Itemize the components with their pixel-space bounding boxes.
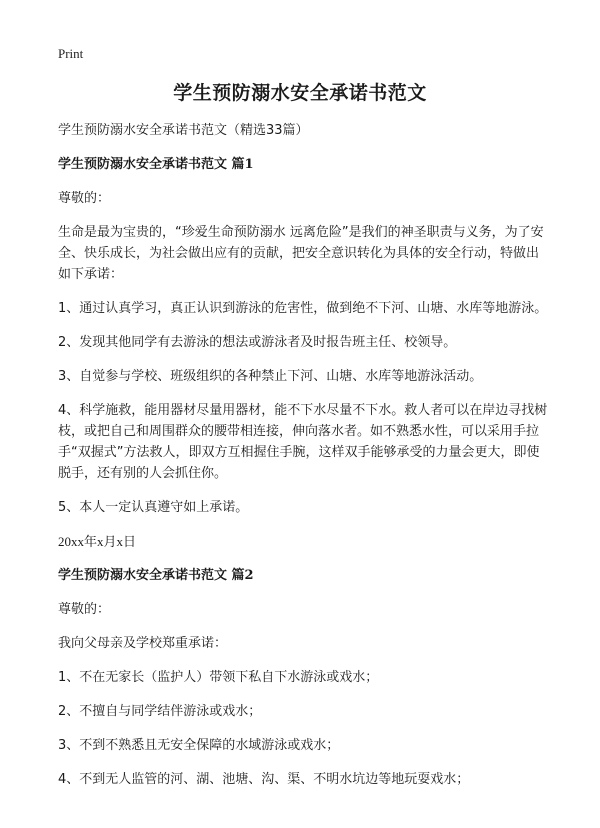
section-2: [58, 565, 548, 790]
pledge-item-1: 1、通过认真学习，真正认识到游泳的危害性，做到绝不下河、山塘、水库等地游泳。: [58, 301, 548, 316]
pledge-item-2: 2、不擅自与同学结伴游泳或戏水；: [58, 704, 262, 719]
section-1: [58, 154, 548, 552]
pledge-item-2: 2、发现其他同学有去游泳的想法或游泳者及时报告班主任、校领导。: [58, 335, 457, 350]
document-title: 学生预防溺水安全承诺书范文: [173, 82, 427, 104]
pledge-item-5: 5、本人一定认真遵守如上承诺。: [58, 500, 249, 515]
pledge-item-1: 1、不在无家长（监护人）带领下私自下水游泳或戏水；: [58, 670, 379, 685]
print-link[interactable]: Print: [58, 46, 84, 61]
section-heading: 学生预防溺水安全承诺书范文 篇2: [58, 568, 254, 583]
salutation: 尊敬的：: [58, 191, 111, 206]
pledge-item-4: 4、科学施救，能用器材尽量用器材，能不下水尽量不下水。救人者可以在岸边寻找树枝，或把自己和周围群众的腰带相连接，伸向落水者。如不熟悉水性，可以采用手拉手“双握式”方法救人，即双方互相握住手腕，这样双手能够承受的力量会更大，即使脱手，还有别的人会抓住你。: [58, 403, 548, 481]
intro-paragraph: 我向父母亲及学校郑重承诺：: [58, 636, 228, 651]
document-body: [58, 120, 548, 803]
section-heading: 学生预防溺水安全承诺书范文 篇1: [58, 157, 254, 172]
date-line: 20xx年x月x日: [58, 534, 137, 549]
document-subtitle: 学生预防溺水安全承诺书范文（精选33篇）: [58, 123, 309, 138]
intro-paragraph: 生命是最为宝贵的，“珍爱生命预防溺水 远离危险”是我们的神圣职责与义务，为了安全、快乐成长，为社会做出应有的贡献，把安全意识转化为具体的安全行动，特做出如下承诺：: [58, 225, 544, 282]
pledge-item-3: 3、自觉参与学校、班级组织的各种禁止下河、山塘、水库等地游泳活动。: [58, 369, 483, 384]
pledge-item-3: 3、不到不熟悉且无安全保障的水域游泳或戏水；: [58, 738, 340, 753]
pledge-item-4: 4、不到无人监管的河、湖、池塘、沟、渠、不明水坑边等地玩耍戏水；: [58, 772, 470, 787]
salutation: 尊敬的：: [58, 602, 111, 617]
